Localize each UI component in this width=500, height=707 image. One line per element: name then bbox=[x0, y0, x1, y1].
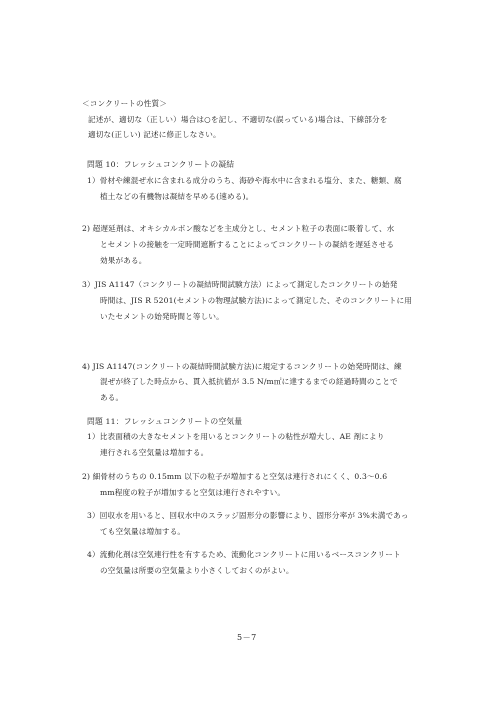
page-number: 5－7 bbox=[237, 633, 257, 642]
question-11-title: 問題 11：フレッシュコンクリートの空気量 bbox=[87, 417, 243, 426]
q11-item-2-line-1: 2) 細骨材のうちの 0.15mm 以下の粒子が増加すると空気は連行されにくく、0.3～0.6 bbox=[82, 472, 388, 481]
q11-item-1-line-2: 連行される空気量は増加する。 bbox=[100, 448, 209, 457]
q10-item-1-line-1: 1）骨材や練混ぜ水に含まれる成分のうち、海砂や海水中に含まれる塩分、また、糖類、腐 bbox=[87, 176, 402, 185]
instruction-line-1: 記述が、適切な（正しい）場合は○を記し、不適切な(誤っている)場合は、下線部分を bbox=[88, 115, 388, 124]
q11-item-3-line-2: ても空気量は増加する。 bbox=[100, 527, 186, 536]
q10-item-3-line-1: 3）JIS A1147（コンクリートの凝結時間試験方法）によって測定したコンクリートの始発 bbox=[82, 280, 398, 289]
q10-item-4-line-2: 混ぜが終了した時点から、貫入抵抗値が 3.5 N/m㎡に達するまでの経過時間のことで bbox=[100, 377, 398, 386]
q10-item-1-line-2: 植土などの有機物は凝結を早める(速める)。 bbox=[100, 192, 254, 201]
question-10-title: 問題 10：フレッシュコンクリートの凝結 bbox=[87, 160, 235, 169]
q11-item-3-line-1: 3）回収水を用いると、回収水中のスラッジ固形分の影響により、固形分率が 3%未満であっ bbox=[87, 511, 409, 520]
instruction-line-2: 適切な(正しい) 記述に修正しなさい。 bbox=[88, 130, 221, 139]
q11-item-4-line-1: 4）流動化剤は空気連行性を有するため、流動化コンクリートに用いるベースコンクリート bbox=[87, 550, 401, 559]
q10-item-2-line-2: とセメントの接触を一定時間遮断することによってコンクリートの凝結を遅延させる bbox=[100, 240, 395, 249]
q10-item-2-line-3: 効果がある。 bbox=[100, 256, 147, 265]
q10-item-2-line-1: 2) 超遅延剤は、オキシカルボン酸などを主成分とし、セメント粒子の表面に吸着して、水 bbox=[82, 224, 395, 233]
q11-item-1-line-1: 1）比表面積の大きなセメントを用いるとコンクリートの粘性が増大し、AE 剤により bbox=[87, 432, 385, 441]
q11-item-4-line-2: の空気量は所要の空気量より小さくしておくのがよい。 bbox=[100, 566, 294, 575]
section-heading: ＜コンクリートの性質＞ bbox=[82, 99, 168, 108]
q10-item-3-line-3: いたセメントの始発時間と等しい。 bbox=[100, 312, 224, 321]
q10-item-4-line-3: ある。 bbox=[100, 393, 124, 402]
q10-item-4-line-1: 4) JIS A1147(コンクリートの凝結時間試験方法)に規定するコンクリートの始発時間は、練 bbox=[82, 362, 402, 371]
q11-item-2-line-2: mm程度の粒子が増加すると空気は連行されやすい。 bbox=[100, 488, 286, 497]
q10-item-3-line-2: 時間は、JIS R 5201(セメントの物理試験方法)によって測定した、そのコンクリートに用 bbox=[100, 296, 412, 305]
